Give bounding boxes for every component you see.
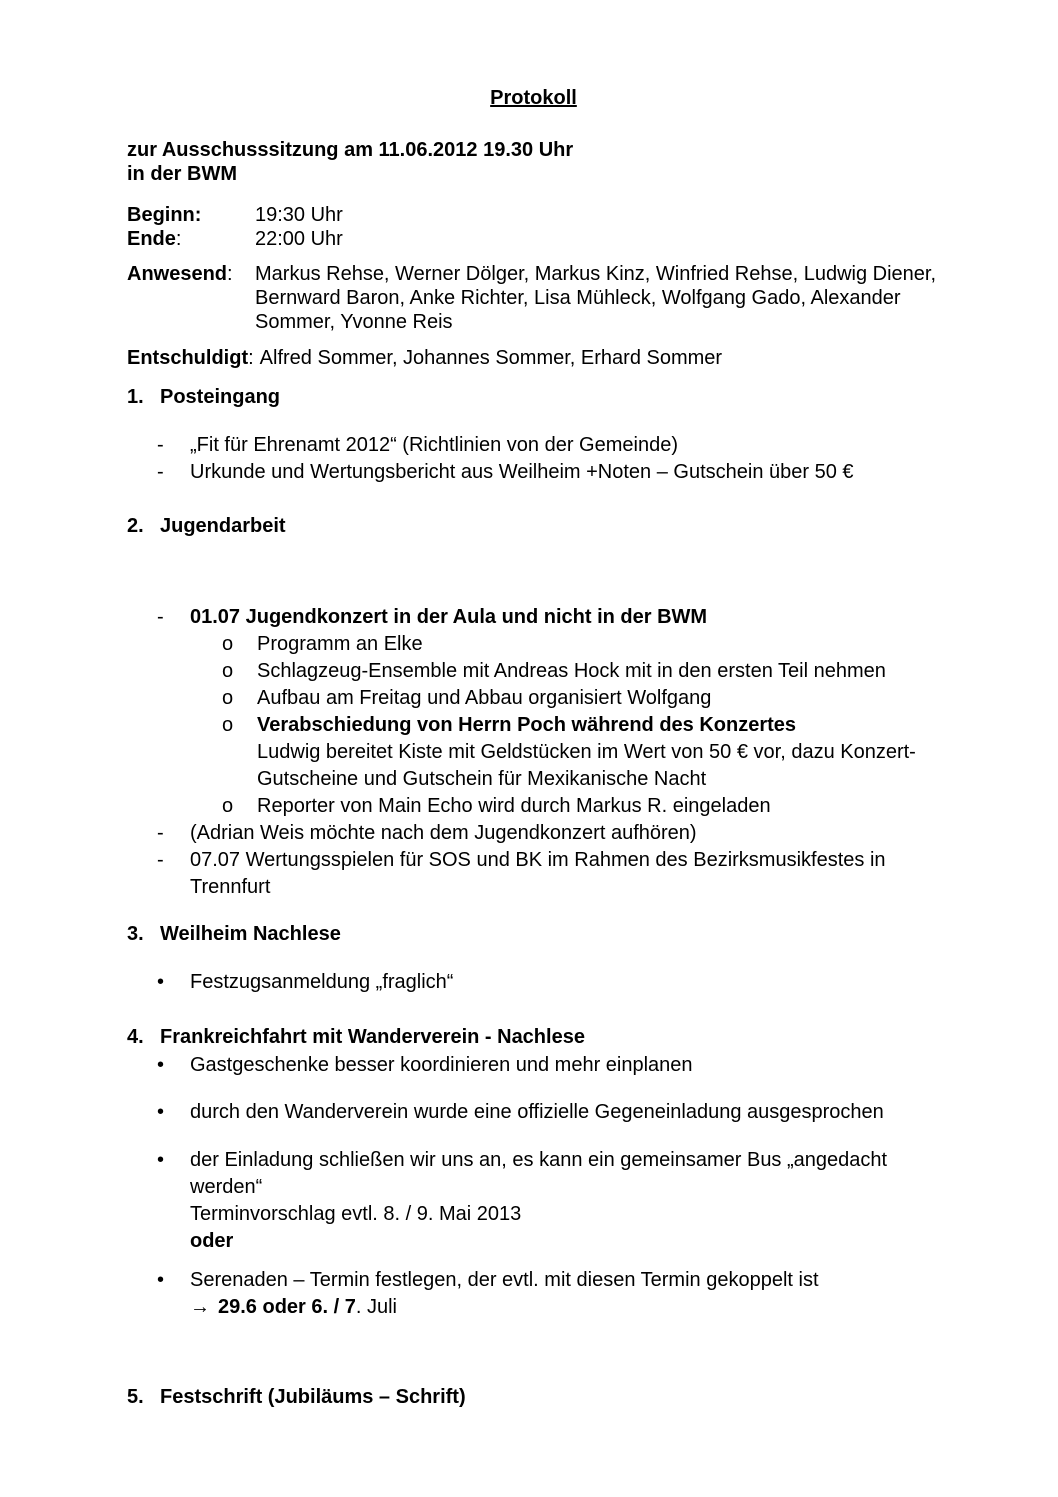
arrow-line xyxy=(190,1294,940,1321)
section-1-number: 1. xyxy=(127,386,144,408)
list-item-text xyxy=(190,1147,940,1255)
section-2-heading xyxy=(127,514,940,539)
list-item-text: 01.07 Jugendkonzert in der Aula und nicht in der BWM xyxy=(190,606,708,628)
circle-marker: o xyxy=(222,795,234,817)
list-item-text: (Adrian Weis möchte nach dem Jugendkonzert aufhören) xyxy=(190,822,697,844)
section-2-number: 2. xyxy=(127,515,144,537)
list-item-line: Terminvorschlag evtl. 8. / 9. Mai 2013 xyxy=(190,1203,522,1225)
anwesend-line-3: Sommer, Yvonne Reis xyxy=(255,311,453,333)
list-item-text xyxy=(257,712,940,793)
meta-row-ende xyxy=(127,227,940,251)
bullet-marker: • xyxy=(157,1054,165,1076)
list-item-text: Programm an Elke xyxy=(257,633,423,655)
list-item xyxy=(127,793,940,820)
list-item-continuation-line: Ludwig bereitet Kiste mit Geldstücken im Wert von 50 € vor, dazu Konzert- xyxy=(257,741,916,763)
bullet-marker: • xyxy=(157,971,165,993)
section-1-list xyxy=(127,432,940,486)
meta-times xyxy=(127,203,940,251)
section-3-number: 3. xyxy=(127,923,144,945)
list-item-text: „Fit für Ehrenamt 2012“ (Richtlinien von der Gemeinde) xyxy=(190,434,678,456)
list-item xyxy=(127,631,940,658)
list-item xyxy=(127,1099,940,1126)
list-item xyxy=(127,1147,940,1255)
intro-paragraph xyxy=(127,138,940,186)
list-item-text xyxy=(190,1267,940,1321)
meta-row-entschuldigt xyxy=(127,346,940,370)
list-item-text: Gastgeschenke besser koordinieren und mehr einplanen xyxy=(190,1054,693,1076)
meta-row-anwesend xyxy=(127,262,940,334)
section-2-title: Jugendarbeit xyxy=(160,515,286,537)
section-3-heading xyxy=(127,922,940,947)
section-1-heading xyxy=(127,385,940,410)
list-item-line: 07.07 Wertungsspielen für SOS und BK im Rahmen des Bezirksmusikfestes in xyxy=(190,849,886,871)
beginn-label: Beginn: xyxy=(127,204,202,226)
list-item xyxy=(127,432,940,459)
section-4-number: 4. xyxy=(127,1026,144,1048)
anwesend-label xyxy=(127,262,255,334)
ende-colon: : xyxy=(175,228,182,250)
section-4-heading xyxy=(127,1025,940,1050)
list-item-line: der Einladung schließen wir uns an, es kann ein gemeinsamer Bus „angedacht xyxy=(190,1149,888,1171)
list-item xyxy=(127,1052,940,1079)
list-item-bold-line: Verabschiedung von Herrn Poch während des Konzertes xyxy=(257,714,797,736)
list-item-text: Schlagzeug-Ensemble mit Andreas Hock mit in den ersten Teil nehmen xyxy=(257,660,886,682)
section-1-title: Posteingang xyxy=(160,386,281,408)
arrow-line-bold-text: 29.6 oder 6. / 7 xyxy=(218,1296,356,1318)
ende-value: 22:00 Uhr xyxy=(255,228,343,250)
bullet-marker: • xyxy=(157,1101,165,1123)
anwesend-line-2: Bernward Baron, Anke Richter, Lisa Mühleck, Wolfgang Gado, Alexander xyxy=(255,287,901,309)
list-item xyxy=(127,658,940,685)
dash-marker: - xyxy=(157,822,164,844)
list-item-text: durch den Wanderverein wurde eine offizielle Gegeneinladung ausgesprochen xyxy=(190,1101,884,1123)
bullet-marker: • xyxy=(157,1269,165,1291)
section-5-title: Festschrift (Jubiläums – Schrift) xyxy=(160,1386,466,1408)
ende-label-text: Ende xyxy=(127,228,176,250)
beginn-value: 19:30 Uhr xyxy=(255,204,343,226)
meta-row-beginn xyxy=(127,203,940,227)
dash-marker: - xyxy=(157,849,164,871)
list-item-continuation-line: Gutscheine und Gutschein für Mexikanische Nacht xyxy=(257,768,707,790)
list-item xyxy=(127,1267,940,1321)
list-item-line: Trennfurt xyxy=(190,876,271,898)
entschuldigt-label-text: Entschuldigt xyxy=(127,347,249,369)
anwesend-line-1: Markus Rehse, Werner Dölger, Markus Kinz, Winfried Rehse, Ludwig Diener, xyxy=(255,263,937,285)
section-5-number: 5. xyxy=(127,1386,144,1408)
dash-marker: - xyxy=(157,434,164,456)
section-3-title: Weilheim Nachlese xyxy=(160,923,341,945)
list-item-text: Urkunde und Wertungsbericht aus Weilheim +Noten – Gutschein über 50 € xyxy=(190,461,854,483)
dash-marker: - xyxy=(157,461,164,483)
circle-marker: o xyxy=(222,687,234,709)
ende-label xyxy=(127,227,255,251)
list-item-text: Reporter von Main Echo wird durch Markus R. eingeladen xyxy=(257,795,771,817)
bullet-marker: • xyxy=(157,1149,165,1171)
section-5-heading xyxy=(127,1385,940,1410)
right-arrow-icon: → xyxy=(190,1296,210,1318)
list-item-text xyxy=(190,847,940,901)
intro-line-2: in der BWM xyxy=(127,163,237,185)
list-item xyxy=(127,969,940,996)
list-item-line: werden“ xyxy=(190,1176,263,1198)
section-4-list xyxy=(127,1052,940,1321)
list-item xyxy=(127,712,940,793)
list-item-text: Aufbau am Freitag und Abbau organisiert Wolfgang xyxy=(257,687,712,709)
list-item xyxy=(127,847,940,901)
section-4-title: Frankreichfahrt mit Wanderverein - Nachlese xyxy=(160,1026,585,1048)
section-3-list xyxy=(127,969,940,996)
entschuldigt-colon: : xyxy=(248,347,254,369)
circle-marker: o xyxy=(222,714,234,736)
list-item xyxy=(127,459,940,486)
entschuldigt-value: Alfred Sommer, Johannes Sommer, Erhard Sommer xyxy=(259,347,723,369)
anwesend-label-text: Anwesend xyxy=(127,263,228,285)
anwesend-colon: : xyxy=(227,263,233,285)
anwesend-value xyxy=(255,262,936,334)
list-item xyxy=(127,685,940,712)
dash-marker: - xyxy=(157,606,164,628)
circle-marker: o xyxy=(222,633,234,655)
arrow-line-regular-text: . Juli xyxy=(355,1296,397,1318)
list-item-bold-line: oder xyxy=(190,1230,234,1252)
list-item-text: Festzugsanmeldung „fraglich“ xyxy=(190,971,454,993)
list-item xyxy=(127,604,940,631)
list-item-line: Serenaden – Termin festlegen, der evtl. mit diesen Termin gekoppelt ist xyxy=(190,1269,819,1291)
document-title: Protokoll xyxy=(490,87,577,109)
section-2-list xyxy=(127,604,940,901)
circle-marker: o xyxy=(222,660,234,682)
intro-line-1: zur Ausschusssitzung am 11.06.2012 19.30 Uhr xyxy=(127,139,574,161)
list-item xyxy=(127,820,940,847)
